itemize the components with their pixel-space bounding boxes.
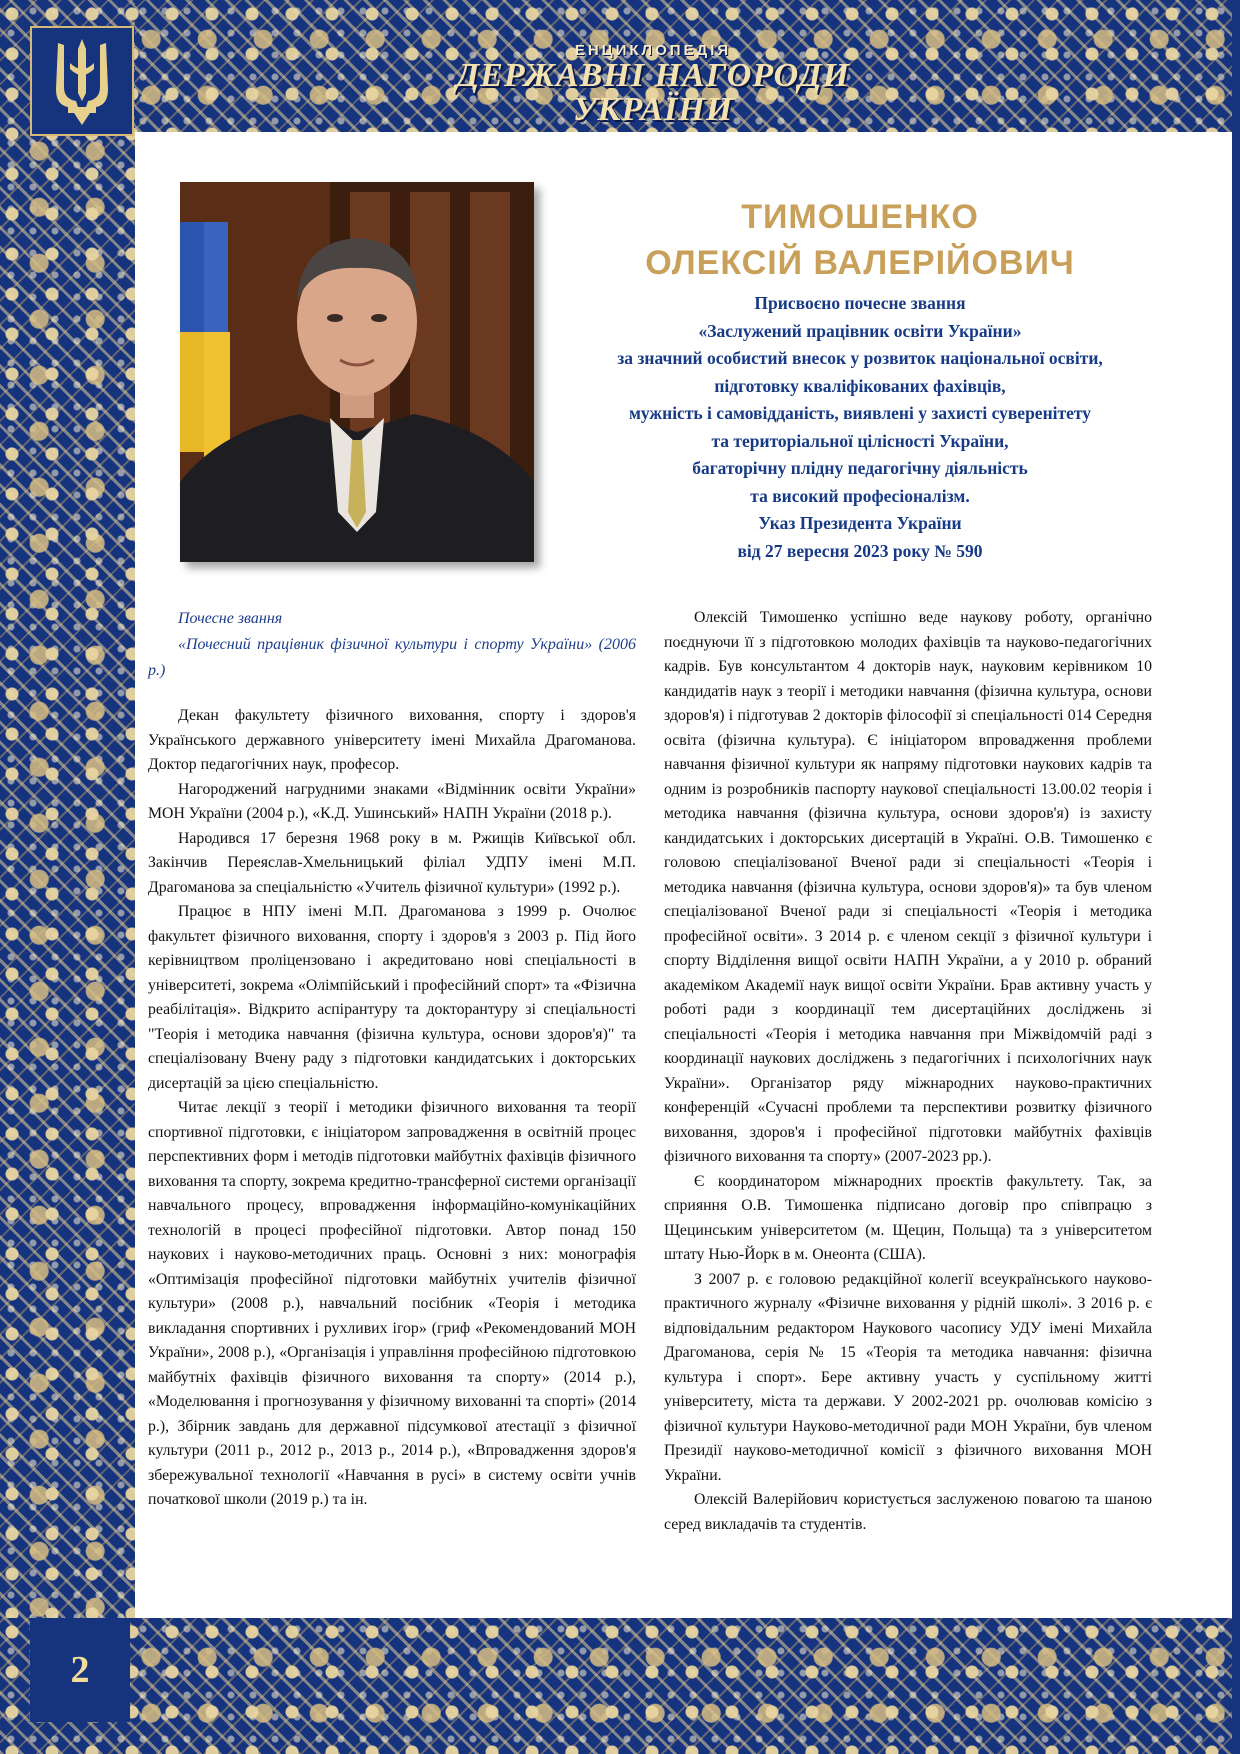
ornament-border-left [0, 0, 135, 1754]
paragraph: З 2007 р. є головою редакційної колегії всеукраїнського науково-практичного журналу «Фізичне виховання у рідній школі». З 2016 р. є відповідальним редактором Наукового часопису УДУ імені Михайла Драгоманова, серія № 15 «Теорія та методика навчання: фізична культура і спорт». Бере активну участь у суспільному житті університету, міста та держави. У 2002-2021 рр. очолював комісію з фізичної культури Науково-методичної ради МОН України, був членом Президії науково-методичної комісії з фізичного виховання МОН України. [664, 1270, 1152, 1484]
award-line: мужність і самовідданість, виявлені у захисті суверенітету [628, 403, 1091, 423]
person-given-names: ОЛЕКСІЙ ВАЛЕРІЙОВИЧ [645, 244, 1075, 282]
banner-title-line1: ДЕРЖАВНІ НАГОРОДИ [455, 57, 851, 94]
award-line: Указ Президента України [758, 513, 962, 533]
biography-left-column [148, 704, 636, 1513]
paragraph: Декан факультету фізичного виховання, спорту і здоров'я Українського державного університету імені Михайла Драгоманова. Доктор педагогічних наук, професор. [148, 707, 636, 773]
award-line: підготовку кваліфікованих фахівців, [714, 375, 1006, 396]
paragraph: Працює в НПУ імені М.П. Драгоманова з 1999 р. Очолює факультет фізичного виховання, спорту і здоров'я з 2003 р. Під його керівництвом проліцензовано і акредитовано нові спеціальності в університеті, зокрема «Олімпійський і професійний спорт» та «Фізична реабілітація». Відкрито аспірантуру та докторантуру зі спеціальності "Теорія і методика навчання (фізична культура, основи здоров'я)" та спеціалізовану Вчену раду з підготовки кандидатських і докторських дисертацій за цією спеціальністю. [148, 903, 636, 1092]
honorary-text: «Почесний працівник фізичної культури і спорту України» (2006 р.) [148, 636, 636, 679]
honorary-title [148, 606, 636, 684]
award-line: та високий професіоналізм. [750, 485, 970, 506]
award-line: «Заслужений працівник освіти України» [698, 320, 1022, 341]
page-number: 2 [70, 1649, 90, 1691]
banner-title-line2: УКРАЇНИ [572, 91, 734, 128]
award-line: багаторічну плідну педагогічну діяльність [692, 458, 1028, 478]
paragraph: Нагороджений нагрудними знаками «Відмінник освіти України» МОН України (2004 р.), «К.Д. Ушинський» НАПН України (2018 р.). [148, 780, 636, 822]
award-line: від 27 вересня 2023 року № 590 [737, 540, 983, 561]
portrait-photo [180, 182, 534, 562]
honorary-label: Почесне звання [178, 610, 283, 627]
award-line: та територіальної цілісності України, [711, 430, 1009, 451]
paragraph: Є координатором міжнародних проєктів факультету. Так, за сприяння О.В. Тимошенка підписано договір про співпрацю з Щецинським університетом (м. Щецин, Польща) та з університетом штату Нью-Йорк в м. Онеонта (США). [664, 1172, 1152, 1263]
trident-icon [50, 35, 114, 127]
person-surname: ТИМОШЕНКО [741, 198, 979, 236]
biography-right-column [664, 606, 1152, 1537]
person-name [580, 194, 1140, 286]
ornament-border-bottom [0, 1618, 1240, 1754]
award-line: за значний особистий внесок у розвиток національної освіти, [617, 348, 1103, 368]
paragraph: Читає лекції з теорії і методики фізичного виховання та теорії спортивної підготовки, є ініціатором запровадження в освітній процес перспективних форм і методів підготовки майбутніх фахівців фізичного виховання та спорту, зокрема кредитно-трансферної системи організації навчального процесу, впровадження інформаційно-комунікаційних технологій в процесі професійної підготовки. Автор понад 150 наукових і науково-методичних праць. Основні з них: монографія «Оптимізація професійної підготовки майбутніх учителів фізичної культури» (2008 р.), навчальний посібник «Теорія і методика викладання спортивних і рухливих ігор» (гриф «Рекомендований МОН України», 2008 р.), «Організація і управління професійною підготовкою майбутніх фахівців фізичного виховання та спорту» (2014 р.), «Моделювання і прогнозування у фізичному вихованні та спорті» (2014 р.), Збірник завдань для державної підсумкової атестації з фізичної культури (2011 р., 2012 р., 2013 р., 2014 р.), «Впровадження здоров'я збережувальної технології «Навчання в русі» в систему освіти учнів початкової школи (2019 р.) та ін. [148, 1099, 636, 1508]
portrait-illustration [180, 182, 534, 562]
encyclopedia-banner [448, 42, 858, 132]
coat-of-arms [30, 26, 134, 136]
paragraph: Олексій Валерійович користується заслуженою повагою та шаною серед викладачів та студентів. [664, 1491, 1152, 1533]
page-number-box [30, 1618, 130, 1722]
paragraph: Народився 17 березня 1968 року в м. Ржищів Київської обл. Закінчив Переяслав-Хмельницький філіал УДПУ імені М.П. Драгоманова за спеціальністю «Учитель фізичної культури» (1992 р.). [148, 829, 636, 896]
award-line: Присвоєно почесне звання [754, 293, 966, 313]
paragraph: Олексій Тимошенко успішно веде наукову роботу, органічно поєднуючи її з підготовкою молодих фахівців та науково-педагогічних кадрів. Був консультантом 4 докторів наук, науковим керівником 10 кандидатів наук з теорії і методики навчання (фізична культура, основи здоров'я) і підготував 2 докторів філософії зі спеціальності 014 Середня освіта (фізична культура). Є ініціатором впровадження проблеми навчання фізичної культури як напряму підготовки наукових кадрів та одним із розробників паспорту наукової спеціальності 13.00.02 теорія і методика навчання (фізична культура, основи здоров'я) із захисту кандидатських і докторських дисертацій в Україні. О.В. Тимошенко є головою спеціалізованої Вченої ради зі спеціальності «Теорія і методика навчання (фізична культура, основи здоров'я)» та був членом спеціалізованої Вченої ради зі спеціальності «Теорія і методика професійної освіти». З 2014 р. є членом секції з фізичної культури і спорту Відділення вищої освіти НАПН України, а у 2010 р. обраний академіком Академії наук вищої освіти України. Брав активну участь у роботі ради з координації тем дисертаційних досліджень зі спеціальності «Теорія і методика навчання при Міжвідомчій раді з координації наукових досліджень з педагогічних і психологічних наук України». Організатор ряду міжнародних науково-практичних конференцій «Сучасні проблеми та перспективи розвитку фізичного виховання, здоров'я і професійної підготовки майбутніх фахівців фізичного виховання та спорту» (2007-2023 рр.). [664, 609, 1152, 1165]
award-citation [560, 290, 1160, 565]
banner-series: ЕНЦИКЛОПЕДІЯ [574, 42, 732, 59]
ornament-border-right [1232, 0, 1240, 1754]
